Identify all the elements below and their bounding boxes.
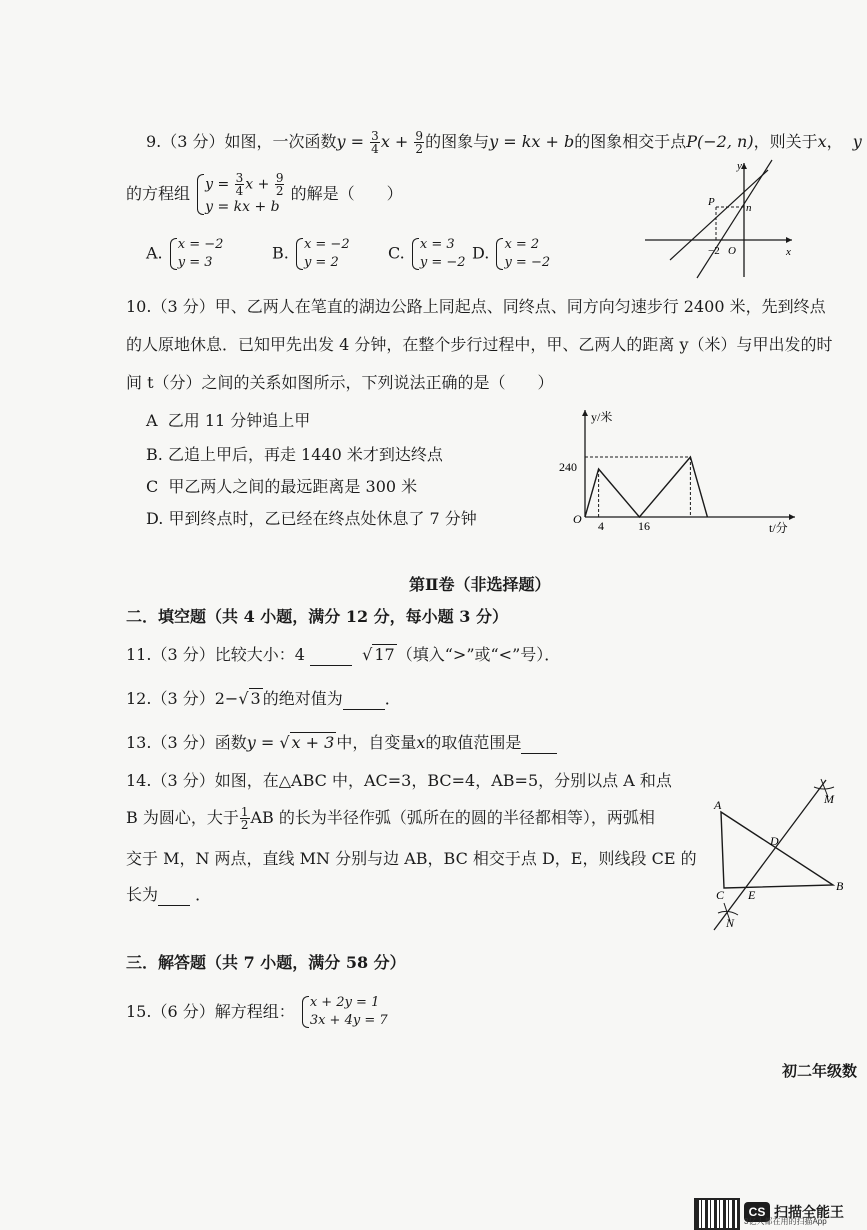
q9-graph-y-label: y (737, 160, 742, 172)
q9-eq2: y = kx + b (489, 132, 575, 151)
q10-graph-x4-label: 4 (598, 519, 604, 533)
q11-sqrt: √ 17 (362, 645, 395, 664)
q10-graph-240-label: 240 (559, 460, 577, 474)
q12-answer-blank[interactable] (343, 691, 385, 710)
q10-graph-origin-label: O (573, 512, 582, 526)
q9-text-f: 的解是（ ） (290, 184, 403, 203)
q13: 13.（3 分）函数y = √ x + 3 中，自变量x的取值范围是 (126, 732, 557, 754)
q12: 12.（3 分）2−√ 3 的绝对值为 ． (126, 689, 401, 708)
qr-code-icon (694, 1198, 740, 1230)
q14-label-e: E (748, 888, 756, 902)
q9-frac-3-4: $\frac{3}{4}$ (371, 129, 379, 156)
q15: 15.（6 分）解方程组： x + 2y = 1 3x + 4y = 7 (126, 995, 388, 1028)
q11: 11.（3 分）比较大小：4 √ 17 （填入“>”或“<”号）． (126, 645, 561, 664)
q9-graph-minus2-label: −2 (708, 245, 720, 257)
q9-text-d: ，则关于 (753, 132, 818, 151)
q9-option-a[interactable]: A. x = −2 y = 3 (146, 237, 224, 270)
q9-text-b: 的图象与 (425, 132, 490, 151)
q9-eq1-lhs: y = (336, 132, 365, 151)
q10-line1: 10.（3 分）甲、乙两人在笔直的湖边公路上同起点、同终点、同方向匀速步行 2400 米，先到终点 (126, 297, 826, 316)
q9-text-e: 的方程组 (126, 184, 191, 203)
q10-option-a[interactable]: A 乙用 11 分钟追上甲 (146, 411, 311, 430)
q9-point: P(−2, n) (686, 132, 754, 151)
footer-tagline: 3亿人都在用的扫描App (744, 1217, 827, 1226)
q9-comma: ， (826, 132, 843, 151)
q13-answer-blank[interactable] (521, 735, 557, 754)
q9-graph-n-label: n (746, 202, 752, 214)
q9-graph-x-label: x (786, 246, 791, 258)
q10-distance-line (585, 457, 707, 517)
q10-option-b[interactable]: B. 乙追上甲后，再走 1440 米才到达终点 (146, 445, 443, 464)
part3-section: 三．解答题（共 7 小题，满分 58 分） (126, 953, 406, 972)
q9-line2 (126, 172, 403, 217)
q9-graph (640, 155, 800, 280)
q15-system: x + 2y = 1 3x + 4y = 7 (300, 994, 388, 1030)
q14-label-m: M (824, 792, 834, 806)
q9-x-plus: x + (380, 132, 409, 151)
q9-option-d[interactable]: D. x = 2 y = −2 (472, 237, 551, 270)
q14-figure (706, 775, 856, 935)
q10-line2: 的人原地休息．已知甲先出发 4 分钟，在整个步行过程中，甲、乙两人的距离 y（米）与甲出发的时 (126, 335, 833, 354)
footer-grade-label: 初二年级数 (782, 1062, 858, 1080)
q9-option-b[interactable]: B. x = −2 y = 2 (272, 237, 350, 270)
footer-brand: 扫描全能王 (774, 1204, 844, 1220)
q9-graph-p-label: P (708, 196, 715, 208)
q9-system: y = $\frac{3}{4}$ x + $\frac{9}{2}$ y = kx + b (195, 172, 285, 217)
q9-var-x: x (817, 132, 827, 151)
q9-graph-origin-label: O (728, 245, 736, 257)
q13-sqrt: √ x + 3 (279, 733, 335, 752)
q10-graph (555, 405, 805, 540)
q14-line4: 长为 ． (126, 885, 212, 904)
q10-option-c[interactable]: C 甲乙两人之间的最远距离是 300 米 (146, 477, 418, 496)
q10-line3: 间 t（分）之间的关系如图所示，下列说法正确的是（ ） (126, 373, 554, 392)
q14-label-b: B (836, 879, 844, 893)
part2-title: 第Ⅱ卷（非选择题） (409, 575, 551, 594)
q14-label-c: C (716, 888, 725, 902)
q14-line2: B 为圆心，大于 $\frac{1}{2}$ AB 的长为半径作弧（弧所在的圆的半径都相等），两弧相 (126, 805, 655, 832)
q10-graph-x-label: t/分 (769, 521, 788, 535)
q14-line3: 交于 M，N 两点，直线 MN 分别与边 AB，BC 相交于点 D，E，则线段 CE 的 (126, 849, 697, 868)
camscanner-logo-icon: CS (744, 1202, 770, 1222)
q9-text-c: 的图象相交于点 (574, 132, 687, 151)
q14-label-a: A (714, 798, 722, 812)
q14-answer-blank[interactable] (158, 887, 190, 906)
part2-section: 二．填空题（共 4 小题，满分 12 分，每小题 3 分） (126, 607, 508, 626)
q14-label-d: D (770, 834, 779, 848)
q10-graph-x16-label: 16 (638, 519, 650, 533)
q10-option-d[interactable]: D. 甲到终点时，乙已经在终点处休息了 7 分钟 (146, 509, 477, 528)
q14-line1: 14.（3 分）如图，在△ABC 中，AC=3，BC=4，AB=5，分别以点 A 和点 (126, 771, 672, 790)
q14-label-n: N (726, 916, 735, 930)
q11-answer-blank[interactable] (310, 647, 352, 666)
q9-text: 9.（3 分）如图，一次函数 (146, 132, 337, 151)
q9-line1 (146, 130, 862, 155)
q12-sqrt: √ 3 (238, 689, 261, 708)
q9-var-y: y (852, 132, 862, 151)
q9-option-c[interactable]: C. x = 3 y = −2 (388, 237, 466, 270)
q9-frac-9-2: $\frac{9}{2}$ (415, 129, 424, 156)
q10-graph-y-label: y/米 (591, 410, 613, 424)
